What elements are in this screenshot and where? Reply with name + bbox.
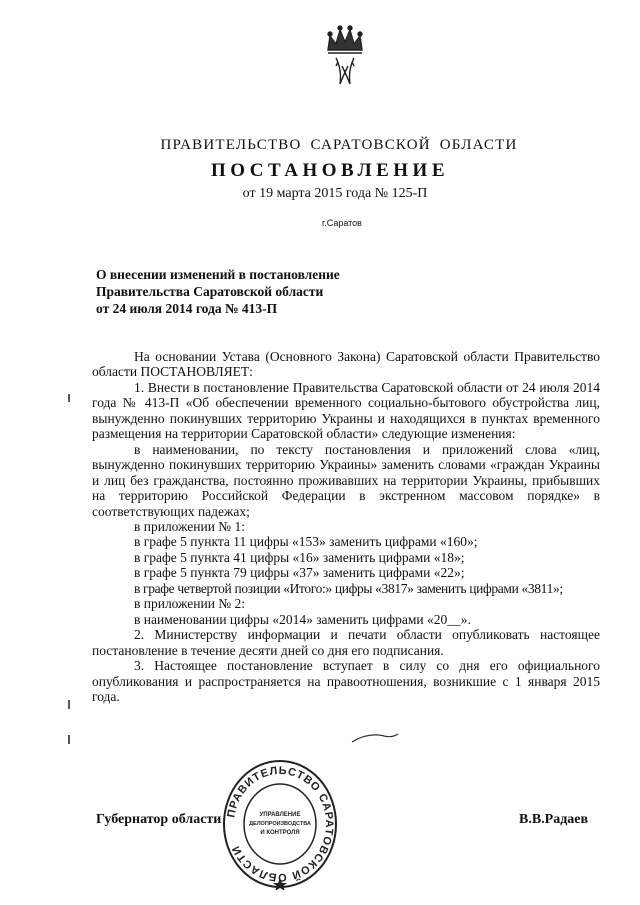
city-label: г.Саратов: [322, 218, 362, 228]
margin-mark: [68, 394, 70, 402]
government-name: ПРАВИТЕЛЬСТВО САРАТОВСКОЙ ОБЛАСТИ: [160, 137, 518, 153]
stamp-inner-text: УПРАВЛЕНИЕ: [259, 812, 301, 818]
signatory-title: Губернатор области: [96, 812, 222, 827]
stamp-outer-text: ПРАВИТЕЛЬСТВО САРАТОВСКОЙ ОБЛАСТИ: [225, 764, 336, 884]
stamp-inner-text: ДЕЛОПРОИЗВОДСТВА: [249, 821, 311, 827]
annex-1-change: в графе 5 пункта 11 цифры «153» заменить цифрами «160»;: [134, 534, 478, 550]
annex-1-heading: в приложении № 1:: [134, 518, 246, 534]
annex-1-change: в графе четвертой позиции «Итого:» цифры «3817» заменить цифрами «3811»;: [134, 580, 563, 596]
annex-1-change: в графе 5 пункта 79 цифры «37» заменить цифрами «22»;: [134, 565, 465, 581]
margin-mark: [68, 700, 70, 709]
stamp-inner-text: И КОНТРОЛЯ: [260, 830, 300, 836]
signatory-name: В.В.Радаев: [519, 812, 589, 827]
annex-2-heading: в приложении № 2:: [134, 596, 246, 612]
subject-line: от 24 июля 2014 года № 413-П: [96, 301, 278, 316]
item-2-paragraph: 2. Министерству информации и печати области опубликовать настоящее постановление в течение десяти дней со дня его подписания.: [92, 627, 600, 658]
document-type-title: ПОСТАНОВЛЕНИЕ: [210, 160, 450, 181]
official-stamp: [222, 758, 338, 890]
item-3-paragraph: 3. Настоящее постановление вступает в силу со дня его официального опубликования и распространяется на правоотношения, возникшие с 1 января 2015 года.: [92, 658, 600, 704]
decree-body: [92, 349, 600, 704]
name-change-paragraph: в наименовании, по тексту постановления и приложений слова «лиц, вынужденно покинувших территорию Украины» заменить словами «граждан Украины и лиц без гражданства, постоянно проживавших на территории Украины, прибывших на территорию Российской Федерации в экстренном массовом порядке» в соответствующих падежах;: [92, 441, 600, 519]
coat-of-arms-icon: [318, 22, 372, 92]
decree-subject: [96, 266, 456, 317]
subject-line: Правительства Саратовской области: [96, 284, 324, 299]
item-1-paragraph: 1. Внести в постановление Правительства Саратовской области от 24 июля 2014 года № 413-П «Об обеспечении временного социально-бытового обустройства лиц, вынужденно покинувших территорию Украины и находящихся в пунктах временного размещения на территории Саратовской области» следующие изменения:: [92, 379, 600, 442]
subject-line: О внесении изменений в постановление: [96, 267, 340, 282]
handwritten-mark: [350, 730, 400, 746]
decree-date-number: от 19 марта 2015 года № 125-П: [242, 186, 428, 201]
annex-2-change: в наименовании цифры «2014» заменить цифрами «20__».: [134, 611, 471, 627]
margin-mark: [68, 735, 70, 744]
intro-paragraph: На основании Устава (Основного Закона) Саратовской области Правительство области ПОСТАНОВЛЯЕТ:: [92, 349, 600, 380]
annex-1-change: в графе 5 пункта 41 цифры «16» заменить цифрами «18»;: [134, 549, 465, 565]
